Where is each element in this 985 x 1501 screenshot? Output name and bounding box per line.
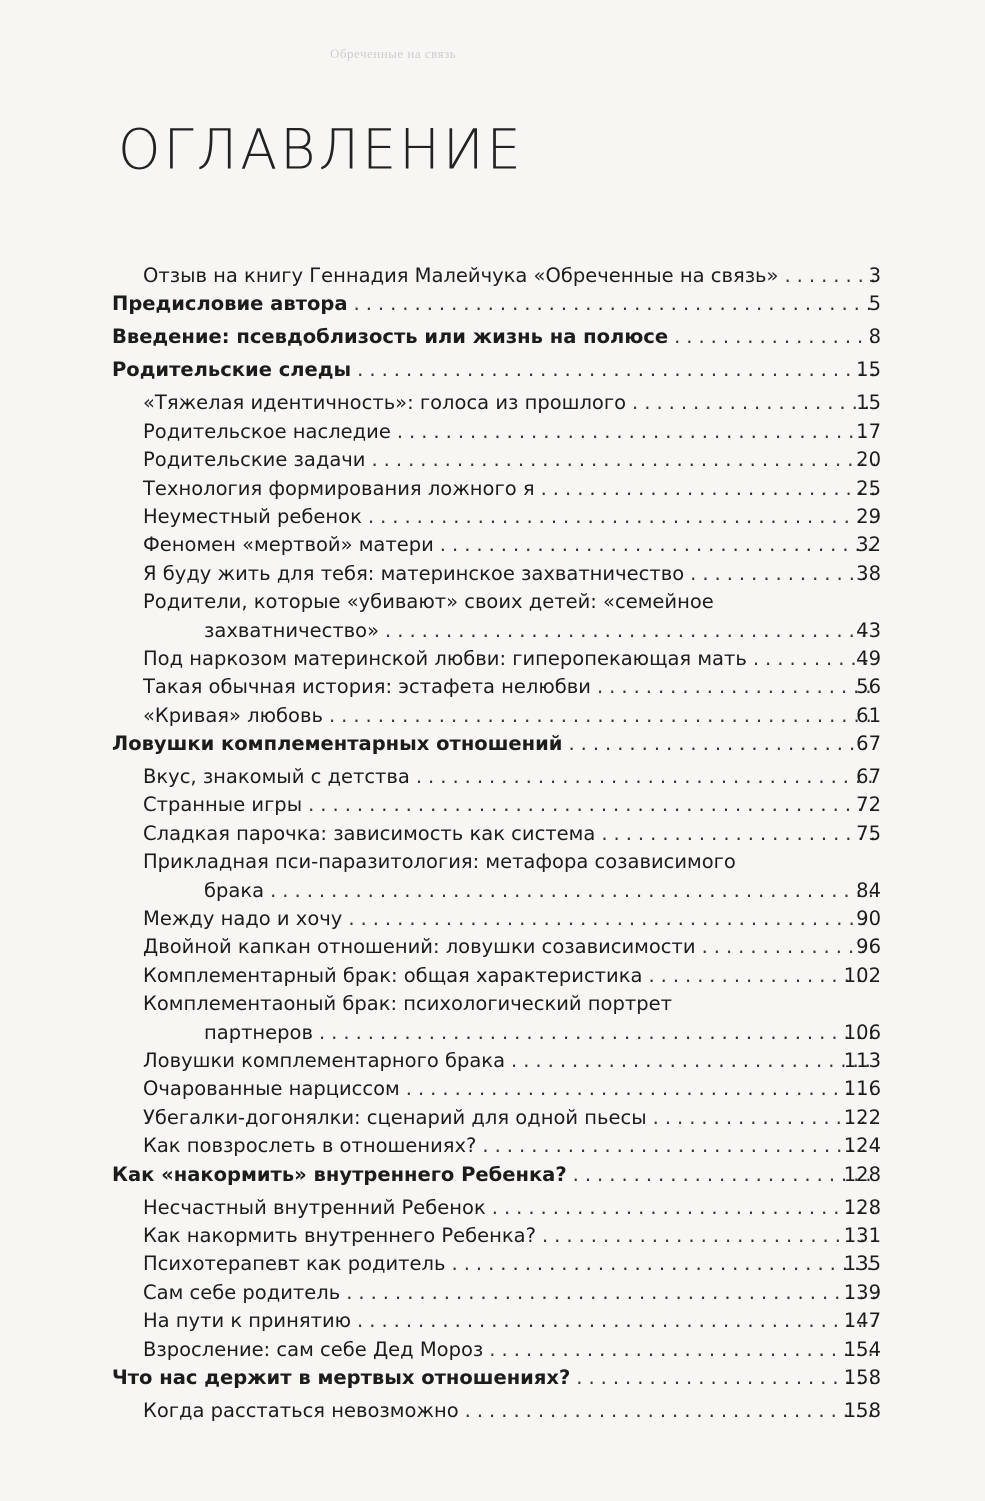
toc-page-number: 29 bbox=[856, 504, 881, 528]
toc-page-number: 15 bbox=[856, 391, 881, 415]
toc-section bbox=[0, 262, 985, 290]
toc-section bbox=[0, 820, 985, 848]
toc-page-number: 135 bbox=[843, 1252, 881, 1276]
toc-section-continuation bbox=[0, 1019, 985, 1047]
toc-page-number: 17 bbox=[856, 419, 881, 443]
toc-section bbox=[0, 1075, 985, 1103]
toc-page-number: 158 bbox=[843, 1365, 881, 1389]
dot-leader bbox=[601, 822, 875, 845]
dot-leader bbox=[348, 907, 875, 930]
dot-leader bbox=[357, 1309, 875, 1332]
toc-entry-title: Как повзрослеть в отношениях? bbox=[143, 1134, 477, 1158]
toc-entry-title: Предисловие автора bbox=[112, 292, 348, 316]
toc-section bbox=[0, 905, 985, 933]
dot-leader bbox=[354, 292, 876, 315]
toc-page-number: 43 bbox=[856, 618, 881, 642]
toc-section bbox=[0, 962, 985, 990]
toc-entry-title: Я буду жить для тебя: материнское захватничество bbox=[143, 561, 685, 585]
toc-page-number: 113 bbox=[843, 1048, 881, 1072]
toc-entry-title: Ловушки комплементарного брака bbox=[143, 1048, 506, 1072]
toc-entry-title: Ловушки комплементарных отношений bbox=[112, 732, 563, 756]
toc-entry-title: Под наркозом материнской любви: гиперопекающая мать bbox=[143, 646, 747, 670]
toc-page-number: 75 bbox=[856, 821, 881, 845]
toc-entry-title: Несчастный внутренний Ребенок bbox=[143, 1195, 486, 1219]
dot-leader bbox=[397, 420, 875, 443]
toc-chapter bbox=[0, 1161, 985, 1194]
toc-page-number: 106 bbox=[843, 1020, 881, 1044]
toc-page-number: 5 bbox=[868, 292, 881, 316]
toc-entry-title: Феномен «мертвой» матери bbox=[143, 533, 434, 557]
toc-section bbox=[0, 673, 985, 701]
toc-entry-title: Убегалки-догонялки: сценарий для одной пьесы bbox=[143, 1105, 647, 1129]
dot-leader bbox=[674, 325, 875, 348]
toc-entry-title-continued: партнеров bbox=[204, 1020, 313, 1044]
toc-section bbox=[0, 1104, 985, 1132]
toc-page-number: 32 bbox=[856, 533, 881, 557]
toc-page-number: 128 bbox=[843, 1195, 881, 1219]
toc-chapter bbox=[0, 1364, 985, 1397]
toc-entry-title: Родительское наследие bbox=[143, 419, 391, 443]
dot-leader bbox=[416, 765, 875, 788]
dot-leader bbox=[308, 793, 875, 816]
toc-page-number: 56 bbox=[856, 675, 881, 699]
running-head: Обреченные на связь bbox=[330, 46, 457, 61]
toc-entry-title: Родительские следы bbox=[112, 358, 352, 382]
toc-page-number: 3 bbox=[868, 264, 881, 287]
dot-leader bbox=[319, 1021, 875, 1044]
toc-entry-title: Сладкая парочка: зависимость как система bbox=[143, 821, 596, 845]
toc-page-number: 154 bbox=[843, 1337, 881, 1361]
toc-section bbox=[0, 645, 985, 673]
toc-section bbox=[0, 446, 985, 474]
toc-section bbox=[0, 848, 985, 876]
toc-section bbox=[0, 531, 985, 559]
toc-page-number: 25 bbox=[856, 476, 881, 500]
toc-entry-title: Родители, которые «убивают» своих детей: «семейное bbox=[143, 590, 714, 614]
toc-entry-title: Очарованные нарциссом bbox=[143, 1077, 400, 1101]
toc-page-number: 90 bbox=[856, 907, 881, 931]
toc-page-number: 128 bbox=[843, 1162, 881, 1186]
toc-section bbox=[0, 389, 985, 417]
toc-section bbox=[0, 702, 985, 730]
toc-section-continuation bbox=[0, 877, 985, 905]
dot-leader bbox=[632, 391, 875, 414]
dot-leader bbox=[368, 505, 875, 528]
page-title: ОГЛАВЛЕНИЕ bbox=[118, 117, 524, 182]
toc-section bbox=[0, 1279, 985, 1307]
toc-section bbox=[0, 1222, 985, 1250]
toc-section bbox=[0, 1307, 985, 1335]
toc-entry-title: Что нас держит в мертвых отношениях? bbox=[112, 1365, 571, 1389]
toc-entry-title: Комплементаоный брак: психологический портрет bbox=[143, 992, 672, 1016]
dot-leader bbox=[597, 675, 875, 698]
dot-leader bbox=[482, 1134, 875, 1157]
dot-leader bbox=[784, 264, 875, 287]
toc-page-number: 96 bbox=[856, 935, 881, 959]
toc-entry-title: Технология формирования ложного я bbox=[143, 476, 535, 500]
toc-section bbox=[0, 1250, 985, 1278]
dot-leader bbox=[329, 704, 875, 727]
toc-page-number: 139 bbox=[843, 1280, 881, 1304]
toc-entry-title: Родительские задачи bbox=[143, 448, 366, 472]
toc-page-number: 158 bbox=[843, 1398, 881, 1422]
toc-page-number: 122 bbox=[843, 1105, 881, 1129]
toc-section bbox=[0, 1397, 985, 1425]
toc-entry-title: На пути к принятию bbox=[143, 1309, 352, 1333]
toc-page-number: 72 bbox=[856, 793, 881, 817]
toc-chapter bbox=[0, 290, 985, 323]
toc-chapter bbox=[0, 730, 985, 763]
toc-entry-title: Прикладная пси-паразитология: метафора созависимого bbox=[143, 850, 736, 874]
toc-page-number: 84 bbox=[856, 878, 881, 902]
dot-leader bbox=[573, 1163, 875, 1186]
dot-leader bbox=[702, 935, 875, 958]
dot-leader bbox=[465, 1399, 875, 1422]
toc-page-number: 131 bbox=[843, 1223, 881, 1247]
dot-leader bbox=[371, 448, 875, 471]
toc-page-number: 49 bbox=[856, 646, 881, 670]
toc-entry-title: Неуместный ребенок bbox=[143, 504, 362, 528]
toc-section bbox=[0, 933, 985, 961]
toc-section bbox=[0, 1336, 985, 1364]
toc-page-number: 20 bbox=[856, 448, 881, 472]
dot-leader bbox=[440, 533, 875, 556]
dot-leader bbox=[690, 562, 875, 585]
toc-section bbox=[0, 418, 985, 446]
toc-section bbox=[0, 1132, 985, 1160]
dot-leader bbox=[357, 358, 875, 381]
dot-leader bbox=[568, 732, 875, 755]
toc-section bbox=[0, 475, 985, 503]
toc-section bbox=[0, 990, 985, 1018]
toc-page-number: 15 bbox=[856, 358, 881, 382]
dot-leader bbox=[576, 1366, 875, 1389]
dot-leader bbox=[542, 1224, 875, 1247]
dot-leader bbox=[452, 1252, 876, 1275]
toc-section bbox=[0, 503, 985, 531]
toc-entry-title-continued: захватничество» bbox=[204, 618, 380, 642]
toc-entry-title: Как накормить внутреннего Ребенка? bbox=[143, 1223, 536, 1247]
toc-entry-title: Когда расстаться невозможно bbox=[143, 1398, 459, 1422]
toc-section bbox=[0, 1047, 985, 1075]
toc-entry-title: Комплементарный брак: общая характеристика bbox=[143, 963, 643, 987]
toc-page-number: 61 bbox=[856, 703, 881, 727]
toc-chapter bbox=[0, 323, 985, 356]
toc-page-number: 67 bbox=[856, 765, 881, 789]
toc-section bbox=[0, 763, 985, 791]
dot-leader bbox=[489, 1338, 875, 1361]
toc-page-number: 38 bbox=[856, 561, 881, 585]
dot-leader bbox=[648, 964, 875, 987]
toc-entry-title: «Тяжелая идентичность»: голоса из прошлого bbox=[143, 391, 627, 415]
toc-entry-title: Психотерапевт как родитель bbox=[143, 1252, 446, 1276]
toc-entry-title-continued: брака bbox=[204, 878, 265, 902]
dot-leader bbox=[492, 1196, 875, 1219]
table-of-contents bbox=[0, 262, 985, 1425]
toc-page-number: 124 bbox=[843, 1134, 881, 1158]
dot-leader bbox=[346, 1281, 875, 1304]
toc-entry-title: Двойной капкан отношений: ловушки созависимости bbox=[143, 935, 696, 959]
toc-page-number: 8 bbox=[868, 325, 881, 349]
toc-entry-title: Между надо и хочу bbox=[143, 907, 343, 931]
dot-leader bbox=[541, 477, 875, 500]
dot-leader bbox=[511, 1049, 875, 1072]
toc-page-number: 102 bbox=[843, 963, 881, 987]
toc-entry-title: «Кривая» любовь bbox=[143, 703, 323, 727]
toc-section-continuation bbox=[0, 617, 985, 645]
toc-entry-title: Введение: псевдоблизость или жизнь на полюсе bbox=[112, 325, 669, 349]
toc-entry-title: Такая обычная история: эстафета нелюбви bbox=[143, 675, 591, 699]
toc-page-number: 67 bbox=[856, 732, 881, 756]
toc-page-number: 147 bbox=[843, 1309, 881, 1333]
toc-section bbox=[0, 560, 985, 588]
toc-chapter bbox=[0, 356, 985, 389]
dot-leader bbox=[270, 879, 875, 902]
toc-entry-title: Взросление: сам себе Дед Мороз bbox=[143, 1337, 484, 1361]
dot-leader bbox=[385, 619, 875, 642]
dot-leader bbox=[406, 1077, 875, 1100]
toc-section bbox=[0, 588, 985, 616]
toc-entry-title: Странные игры bbox=[143, 793, 303, 817]
toc-section bbox=[0, 1194, 985, 1222]
toc-entry-title: Как «накормить» внутреннего Ребенка? bbox=[112, 1162, 567, 1186]
toc-entry-title: Отзыв на книгу Геннадия Малейчука «Обреченные на связь» bbox=[143, 264, 779, 287]
toc-entry-title: Вкус, знакомый с детства bbox=[143, 765, 410, 789]
toc-entry-title: Сам себе родитель bbox=[143, 1280, 341, 1304]
toc-section bbox=[0, 791, 985, 819]
toc-page-number: 116 bbox=[843, 1077, 881, 1101]
dot-leader bbox=[653, 1106, 875, 1129]
